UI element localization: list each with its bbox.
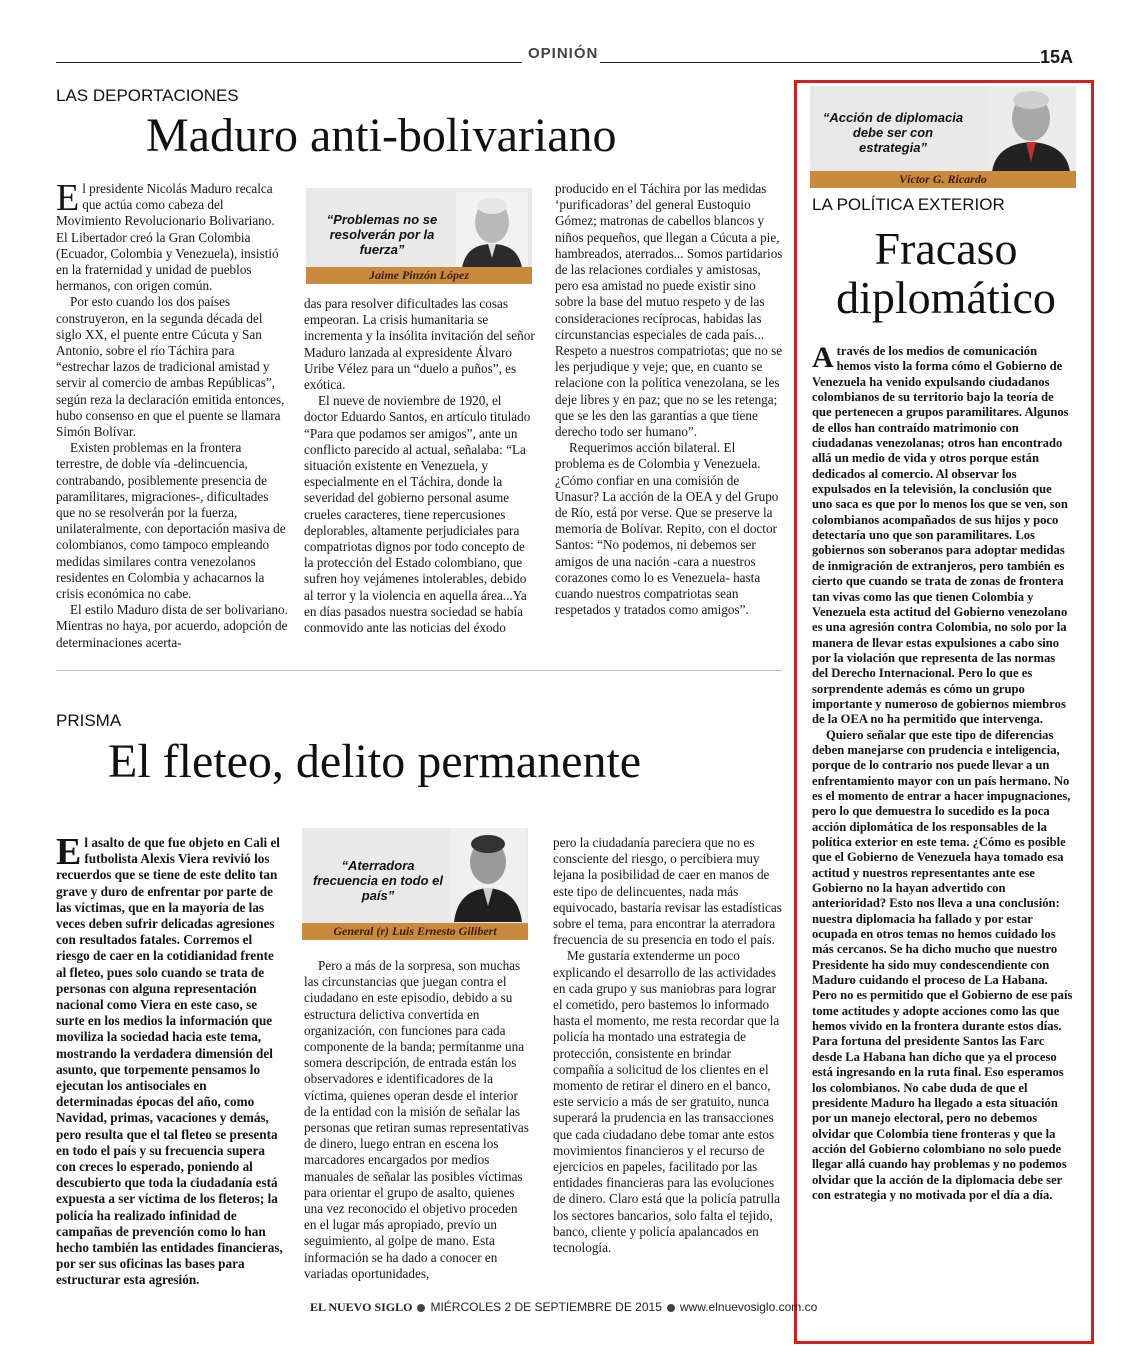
article2-author-name: General (r) Luis Ernesto Gilibert <box>302 923 528 940</box>
dropcap: A <box>812 341 834 374</box>
header-rule-right <box>600 62 1040 63</box>
header-rule-left <box>56 62 522 63</box>
article2-para: Me gustaría extenderme un poco explicando el desarrollo de las actividades en cada grupo y sus maniobras para lograr el cometido, pero bastemos lo informado hasta el momento, me resta recordar que la policía ha montado una estrategia de protección, consistente en brindar compañía a solicitud de los clientes en el momento de retirar el dinero en el banco, este servicio a más de ser gratuito, nunca superará la prudencia en las transacciones que cada ciudadano debe tomar ante estos movimientos financieros y el recurso de ejercicios en papeles, facilitado por las entidades financieras para las evoluciones de dinero. Claro está que la policía patrulla los sectores bancarios, solo falta el tejido, banco, cliente y policía apalancados en tecnología. <box>553 948 781 1256</box>
page-number: 15A <box>1040 47 1074 67</box>
article2-quote-box <box>302 828 528 940</box>
article1-col2 <box>304 296 536 636</box>
article3-author-portrait <box>986 86 1076 172</box>
page-footer <box>310 1300 817 1315</box>
article-divider <box>56 670 782 671</box>
article2-quote: “Aterradora frecuencia en todo el país” <box>312 858 444 903</box>
article2-kicker: PRISMA <box>56 711 122 730</box>
article3-body <box>812 341 1074 1203</box>
article3-author-name: Víctor G. Ricardo <box>810 171 1076 188</box>
article1-para: Por esto cuando los dos países construyeron, en la segunda década del siglo XX, el puente entre Cúcuta y San Antonio, sobre el río Táchira para “estrechar lazos de tradicional amistad y servir al comercio de ambas Repúblicas”, según reza la declaración emitida entonces, hubo consenso en que el puente se llamara Simón Bolívar. <box>56 294 285 440</box>
article2-para: Pero a más de la sorpresa, son muchas las circunstancias que juegan contra el ciudadano en este episodio, debido a su estructura delictiva convertida en organización, con funciones para cada componente de la banda; permítanme una somera descripción, de entrada están los observadores e identificadores de la víctima, quienes operan desde el interior de la entidad con la misión de señalar las personas que retiran sumas representativas de dinero, luego entran en escena los marcadores encargados por medios manuales de señalar las posibles víctimas para orientar el grupo de asalto, quienes una vez reconocido el objetivo proceden en el lugar más apropiado, previo un seguimiento, al golpe de mano. Esta información se ha dado a conocer en variadas oportunidades, <box>304 958 529 1281</box>
article3-title-line2: diplomático <box>836 272 1056 323</box>
article3-quote: “Acción de diplomacia debe ser con estrategia” <box>822 110 964 155</box>
article2-col3 <box>553 835 783 1256</box>
footer-url: www.elnuevosiglo.com.co <box>679 1300 818 1314</box>
article3-quote-box <box>810 86 1076 188</box>
section-label: OPINIÓN <box>528 45 599 62</box>
dropcap: E <box>56 177 80 219</box>
article3-title-line1: Fracaso <box>874 223 1018 274</box>
article1-author-portrait <box>456 192 528 268</box>
article1-para: El estilo Maduro dista de ser bolivariano. Mientras no haya, por acuerdo, adopción de determinaciones acerta- <box>56 602 288 650</box>
dropcap: E <box>56 831 82 873</box>
article3-kicker: LA POLÍTICA EXTERIOR <box>812 195 1005 214</box>
article1-quote-box <box>306 188 532 284</box>
footer-paper-name: EL NUEVO SIGLO <box>310 1300 413 1314</box>
article3-para: Quiero señalar que este tipo de diferencias deben manejarse con prudencia e inteligencia, porque de lo contrario nos puede llevar a un enfrentamiento mayor con un país hermano. No es el momento de entrar a hacer impugnaciones, pero lo que demuestra lo sucedido es la poca acción diplomática de los responsables de la política exterior en este tema. ¿Cómo es posible que el Gobierno de Venezuela haya tomado esa actitud y nuestros representantes ante ese Gobierno no la hayan advertido con anterioridad? Esto nos lleva a una conclusión: nuestra diplomacia ha fallado y por estar ocupada en otros temas no hemos cuidado los más cercanos. Se ha dicho mucho que nuestro Presidente ha sido muy condescendiente con Maduro cuidando el proceso de La Habana. Pero no es permitido que el Gobierno de ese país tome actitudes y adopte acciones como las que hemos vivido en la frontera durante estos días. Para fortuna del presidente Santos las Farc desde La Habana han dicho que ya el proceso está ingresando en la ruta final. Eso esperamos los colombianos. No cabe duda de que el presidente Maduro ha llegado a esta situación por un manejo electoral, pero no debemos olvidar que Colombia tiene fronteras y que la acción del Gobierno colombiano no solo puede llegar allá cuando hay problemas y no podemos olvidar que la acción de la diplomacia debe ser con estrategia y no motivada por el día a día. <box>812 727 1073 1202</box>
article1-para: Requerimos acción bilateral. El problema es de Colombia y Venezuela. ¿Cómo confiar en una comisión de Unasur? La acción de la OEA y del Grupo de Río, está por verse. Que se preserve la memoria de Bolívar. Repito, con el doctor Santos: “No podemos, ni debemos ser amigos de una nación -cara a nuestros corazones como lo es Venezuela- hasta cuando nuestros compatriotas sean respetados y tratados como amigos”. <box>555 440 779 618</box>
bullet-icon <box>667 1304 675 1312</box>
article1-title: Maduro anti-bolivariano <box>146 109 617 162</box>
article2-col1 <box>56 831 284 1289</box>
article1-para: producido en el Táchira por las medidas ‘purificadoras’ del general Eustoquio Gómez; matronas de cabellos blancos y niños pequeños, que llegan a Cúcuta a pie, hambreados, aterrados... Somos partidarios de las relaciones cordiales y amistosas, pero esa amistad no puede existir sino sobre la base del mutuo respeto y de las consideraciones recíprocas, habidas las circunstancias especiales de cada país... Respeto a nuestros compatriotas; que no se les perjudique y veje; que, en cuanto se relacione con la política venezolana, se les deje libres y en paz; que no se les retenga; que se les den las garantías a que tiene derecho todo ser humano”. <box>555 181 783 440</box>
article1-quote: “Problemas no se resolverán por la fuerza” <box>326 212 438 257</box>
footer-date: MIÉRCOLES 2 DE SEPTIEMBRE DE 2015 <box>430 1300 662 1314</box>
article1-kicker: LAS DEPORTACIONES <box>56 86 239 105</box>
article2-author-portrait <box>450 828 526 922</box>
article1-para: das para resolver dificultades las cosas empeoran. La crisis humanitaria se incrementa y la insólita invitación del señor Maduro lanzada al expresidente Álvaro Uribe Vélez para un “duelo a puños”, es exótica. <box>304 296 535 393</box>
article2-col2 <box>304 958 532 1282</box>
article1-author-name: Jaime Pinzón López <box>306 267 532 284</box>
bullet-icon <box>417 1304 425 1312</box>
article1-para: Existen problemas en la frontera terrestre, de doble vía -delincuencia, contrabando, posiblemente presencia de paramilitares, migraciones-, dificultades que no se resolverán por la fuerza, unilateralmente, con deportación masiva de colombianos, como tampoco empleando medidas similares contra venezolanos residentes en Colombia y achacarnos la crisis económica no cabe. <box>56 440 286 602</box>
article1-col1 <box>56 177 288 651</box>
article2-para: El asalto de que fue objeto en Cali el futbolista Alexis Viera revivió los recuerdos que se tiene de este delito tan grave y duro de enfrentar por parte de las víctimas, que en la mayoría de las veces deben sufrir delicadas agresiones con resultados fatales. Corremos el riesgo de caer en la cotidianidad frente al fleteo, pues solo cuando se trata de personas con alguna representación nacional como Viera en este caso, se surte en los medios la información que moviliza la sociedad hacia este tema, mostrando la verdadera dimensión del asunto, que torpemente pensamos lo ejecutan los antisociales en determinadas épocas del año, como Navidad, primas, vacaciones y demás, pero resulta que el tal fleteo se presenta en todo el país y su frecuencia supera con creces lo esperado, poniendo al descubierto que toda la ciudadanía está expuesta a ser víctima de los fleteros; la policía ha realizado infinidad de campañas de prevención como lo han hecho también las entidades financieras, por ser sus oficinas las bases para estructurar esta agresión. <box>56 831 283 1288</box>
article2-para: pero la ciudadanía pareciera que no es consciente del riesgo, o percibiera muy lejana la posibilidad de caer en manos de este tipo de delincuentes, nada más equivocado, bastaría revisar las estadísticas sobre el tema, para encontrar la aterradora frecuencia de su presencia en todo el país. <box>553 835 782 948</box>
article2-title: El fleteo, delito permanente <box>108 735 642 788</box>
article1-para: El presidente Nicolás Maduro recalca que actúa como cabeza del Movimiento Revolucionario Bolivariano. El Libertador creó la Gran Colombia (Ecuador, Colombia y Venezuela), insistió en la fraternidad y unidad de pueblos hermanos, con origen común. <box>56 177 279 294</box>
article3-para: A través de los medios de comunicación hemos visto la forma cómo el Gobierno de Venezuela ha venido expulsando ciudadanos colombianos de su territorio bajo la teoría de que pertenecen a grupos paramilitares. Algunos de ellos han contraído matrimonio con ciudadanas venezolanas; otros han encontrado allá un medio de vida y otros porque están dedicados al comercio. Al observar los expulsados en la televisión, la conclusión que uno saca es que por lo menos los que se ven, son colombianos acompañados de sus hijos y poco detectaría uno que son paramilitares. Los gobiernos son soberanos para adoptar medidas de inmigración de extranjeros, pero también es cierto que cuando se trata de zonas de frontera tan vivas como las que tienen Colombia y Venezuela esta actitud del Gobierno venezolano es una agresión contra Colombia, no solo por la manera de llevar estas expulsiones a cabo sino por la violación que representa de las normas del Derecho Internacional. Pero lo que es sorprendente además es cómo un grupo importante y numeroso de gobiernos miembros de la OEA no ha permitido que intervenga. <box>812 341 1069 727</box>
article1-para: El nueve de noviembre de 1920, el doctor Eduardo Santos, en artículo titulado “Para que podamos ser amigos”, ante un conflicto parecido al actual, señalaba: “La situación existente en Venezuela, y especialmente en el Táchira, donde la severidad del gobierno personal asume crueles caracteres, tiene repercusiones deplorables, altamente perjudiciales para compatriotas dignos por todo concepto de la protección del Estado colombiano, que sufren hoy vejámenes intolerables, debido al terror y la violencia en aquella área...Ya en días pasados nuestra sociedad se había conmovido ante las noticias del éxodo <box>304 393 531 636</box>
article1-col3 <box>555 181 784 618</box>
